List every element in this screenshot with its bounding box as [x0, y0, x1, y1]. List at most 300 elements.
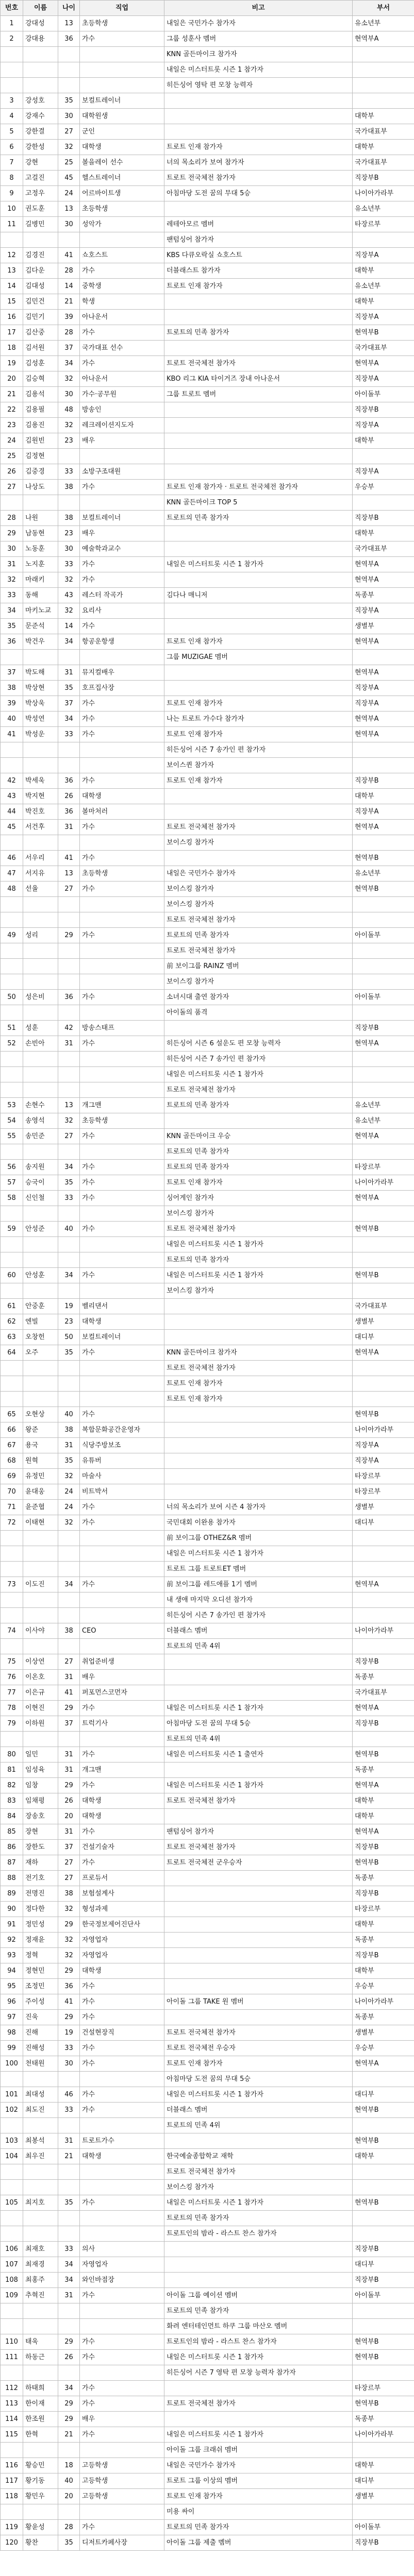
- cell-age: 30: [58, 2056, 80, 2072]
- cell-note: [164, 2412, 353, 2427]
- cell-number: 77: [1, 1685, 23, 1701]
- cell-note: KNN 골든마이크 TOP 5: [164, 495, 353, 511]
- cell-job: 복합문화공간운영자: [80, 1422, 164, 1438]
- cell-department: 아이돌부: [353, 2288, 414, 2303]
- cell-age: [58, 1082, 80, 1098]
- cell-note: [164, 1469, 353, 1484]
- cell-number: [1, 1546, 23, 1562]
- cell-number: 43: [1, 789, 23, 804]
- table-row: [1, 742, 414, 758]
- cell-name: 서우리: [23, 851, 58, 866]
- cell-job: 대학생: [80, 1793, 164, 1809]
- cell-job: 가수: [80, 1191, 164, 1206]
- cell-department: 현역부B: [353, 2195, 414, 2211]
- cell-number: [1, 1531, 23, 1546]
- cell-number: 42: [1, 773, 23, 789]
- cell-age: 27: [58, 1129, 80, 1144]
- cell-job: [80, 1082, 164, 1098]
- cell-age: [58, 1546, 80, 1562]
- cell-department: [353, 1237, 414, 1252]
- cell-name: [23, 1206, 58, 1222]
- cell-name: 진해성: [23, 2041, 58, 2056]
- cell-name: 재하: [23, 1855, 58, 1871]
- cell-note: 아이돌 그룹 예이션 멤버: [164, 2288, 353, 2303]
- cell-job: [80, 1392, 164, 1407]
- cell-number: 113: [1, 2396, 23, 2412]
- cell-name: 최홍주: [23, 2273, 58, 2288]
- cell-note: 트로트 인재 참가자: [164, 279, 353, 294]
- table-row: [1, 1082, 414, 1098]
- cell-note: 트로트인의 밤라 - 라스트 찬스 참가자: [164, 2334, 353, 2350]
- cell-name: 김정현: [23, 449, 58, 464]
- header-row: [1, 1, 414, 16]
- cell-job: [80, 1531, 164, 1546]
- table-row: [1, 495, 414, 511]
- cell-age: 13: [58, 866, 80, 882]
- cell-note: 트로트 인재 참가자: [164, 1175, 353, 1191]
- cell-name: 진욱: [23, 2010, 58, 2025]
- cell-job: [80, 2504, 164, 2520]
- cell-job: 가수: [80, 1979, 164, 1994]
- cell-note: [164, 2381, 353, 2396]
- cell-age: [58, 232, 80, 248]
- cell-job: 가수: [80, 1747, 164, 1762]
- cell-name: 서건후: [23, 820, 58, 835]
- cell-name: 장현: [23, 1824, 58, 1840]
- cell-department: [353, 2072, 414, 2087]
- table-row: [1, 1021, 414, 1036]
- cell-department: 대학부: [353, 2458, 414, 2473]
- cell-job: 개그맨: [80, 1098, 164, 1113]
- cell-note: 내 생애 마지막 오디션 참가자: [164, 1592, 353, 1608]
- table-row: [1, 2273, 414, 2288]
- cell-note: 미용 싸이: [164, 2504, 353, 2520]
- table-row: [1, 1422, 414, 1438]
- cell-note: 보이스킹 참가자: [164, 1283, 353, 1299]
- cell-name: 송민준: [23, 1129, 58, 1144]
- cell-job: [80, 232, 164, 248]
- cell-name: [23, 62, 58, 78]
- cell-note: 내일은 미스터트롯 시즌 1 출연자: [164, 1747, 353, 1762]
- table-row: [1, 1701, 414, 1716]
- cell-job: 트로트가수: [80, 2133, 164, 2149]
- cell-note: 트로트 전국체전 참가자: [164, 2396, 353, 2412]
- cell-note: 내일은 미스터트롯 시즌 1 참가자: [164, 2195, 353, 2211]
- cell-department: 국가대표부: [353, 541, 414, 557]
- cell-name: 박상욱: [23, 696, 58, 711]
- cell-name: 강현: [23, 155, 58, 171]
- cell-number: 62: [1, 1314, 23, 1330]
- cell-number: 4: [1, 109, 23, 124]
- cell-note: 트로트의 민족 참가자: [164, 1160, 353, 1175]
- cell-name: 나상도: [23, 480, 58, 495]
- header-note: 비고: [164, 1, 353, 16]
- cell-age: 29: [58, 1778, 80, 1793]
- cell-department: 현역부B: [353, 2350, 414, 2365]
- cell-age: 34: [58, 711, 80, 727]
- cell-department: 현역부A: [353, 1345, 414, 1361]
- cell-note: [164, 1685, 353, 1701]
- cell-job: 의사: [80, 2242, 164, 2257]
- table-row: [1, 155, 414, 171]
- cell-name: [23, 2226, 58, 2242]
- cell-department: [353, 93, 414, 109]
- cell-age: [58, 758, 80, 773]
- cell-age: [58, 742, 80, 758]
- table-row: [1, 232, 414, 248]
- cell-age: 38: [58, 1623, 80, 1639]
- cell-age: [58, 650, 80, 665]
- cell-department: 타장르부: [353, 1484, 414, 1500]
- cell-job: 가수: [80, 619, 164, 634]
- cell-number: 75: [1, 1654, 23, 1670]
- cell-name: [23, 495, 58, 511]
- cell-age: 34: [58, 634, 80, 650]
- table-row: [1, 263, 414, 279]
- cell-note: 트로트의 민족 4위: [164, 2118, 353, 2133]
- cell-age: [58, 1067, 80, 1082]
- cell-number: 84: [1, 1809, 23, 1824]
- cell-age: [58, 2164, 80, 2180]
- cell-department: 유소년부: [353, 279, 414, 294]
- table-row: [1, 2412, 414, 2427]
- cell-department: 대학부: [353, 1793, 414, 1809]
- cell-number: 108: [1, 2273, 23, 2288]
- cell-age: [58, 835, 80, 851]
- cell-job: [80, 449, 164, 464]
- cell-age: 33: [58, 557, 80, 572]
- cell-department: 직장부B: [353, 1021, 414, 1036]
- table-row: [1, 2180, 414, 2195]
- cell-number: [1, 943, 23, 959]
- table-row: [1, 1515, 414, 1531]
- cell-name: [23, 1639, 58, 1654]
- cell-department: 생별부: [353, 619, 414, 634]
- table-row: [1, 681, 414, 696]
- cell-job: 볼마처러: [80, 804, 164, 820]
- cell-department: 독종부: [353, 588, 414, 603]
- cell-age: [58, 2211, 80, 2226]
- cell-job: 초등학생: [80, 201, 164, 217]
- cell-number: 90: [1, 1902, 23, 1917]
- table-row: [1, 31, 414, 47]
- cell-name: 윤준협: [23, 1500, 58, 1515]
- cell-name: 선율: [23, 882, 58, 897]
- cell-department: 현역부A: [353, 1036, 414, 1052]
- cell-number: 41: [1, 727, 23, 742]
- cell-job: 초등학생: [80, 866, 164, 882]
- cell-department: 나이아가라부: [353, 1994, 414, 2010]
- cell-age: 29: [58, 2412, 80, 2427]
- cell-job: [80, 1144, 164, 1160]
- cell-name: 이사야: [23, 1623, 58, 1639]
- cell-name: [23, 1546, 58, 1562]
- cell-department: 대디부: [353, 1515, 414, 1531]
- cell-department: 타장르부: [353, 2381, 414, 2396]
- cell-note: 트로트의 민족 참가자: [164, 2520, 353, 2535]
- cell-job: 가수: [80, 990, 164, 1005]
- cell-name: 강성호: [23, 93, 58, 109]
- cell-department: 직장부A: [353, 371, 414, 387]
- cell-note: [164, 402, 353, 418]
- cell-department: 직장부B: [353, 511, 414, 526]
- cell-age: [58, 2118, 80, 2133]
- cell-age: 14: [58, 279, 80, 294]
- cell-number: 57: [1, 1175, 23, 1191]
- cell-name: [23, 2211, 58, 2226]
- cell-number: 58: [1, 1191, 23, 1206]
- cell-department: 국가대표부: [353, 124, 414, 140]
- cell-note: 내일은 미스터트롯 시즌 1 참가자: [164, 1778, 353, 1793]
- cell-age: [58, 2072, 80, 2087]
- cell-age: [58, 2303, 80, 2319]
- cell-job: 건설기술자: [80, 1840, 164, 1855]
- cell-name: [23, 1608, 58, 1623]
- cell-number: 55: [1, 1129, 23, 1144]
- cell-department: [353, 1392, 414, 1407]
- cell-age: [58, 2319, 80, 2334]
- cell-department: 직장부A: [353, 603, 414, 619]
- table-row: [1, 1453, 414, 1469]
- cell-note: 트로트 전국체전 참가자: [164, 820, 353, 835]
- table-row: [1, 943, 414, 959]
- table-row: [1, 2350, 414, 2365]
- cell-job: 한국정보제어진단사: [80, 1917, 164, 1933]
- cell-name: 송영석: [23, 1113, 58, 1129]
- cell-department: 대디부: [353, 2473, 414, 2489]
- cell-note: 트로트의 민족 4위: [164, 1639, 353, 1654]
- cell-job: [80, 1361, 164, 1376]
- cell-age: 18: [58, 2458, 80, 2473]
- table-row: [1, 1160, 414, 1175]
- cell-department: 대학부: [353, 526, 414, 541]
- table-row: [1, 1252, 414, 1268]
- cell-number: [1, 742, 23, 758]
- cell-age: 46: [58, 2087, 80, 2103]
- cell-number: [1, 232, 23, 248]
- cell-number: 67: [1, 1438, 23, 1453]
- cell-age: [58, 1592, 80, 1608]
- cell-department: [353, 1361, 414, 1376]
- cell-number: 76: [1, 1670, 23, 1685]
- cell-name: 고정우: [23, 186, 58, 201]
- cell-job: [80, 2303, 164, 2319]
- cell-note: 前 보이그룹 레드애플 1기 멤버: [164, 1577, 353, 1592]
- cell-number: 7: [1, 155, 23, 171]
- cell-name: [23, 232, 58, 248]
- table-row: [1, 171, 414, 186]
- cell-job: [80, 943, 164, 959]
- cell-age: 23: [58, 433, 80, 449]
- cell-department: 독종부: [353, 2412, 414, 2427]
- cell-number: 6: [1, 140, 23, 155]
- cell-note: 트로트의 민족 참가자: [164, 1144, 353, 1160]
- cell-note: 내일은 국민가수 참가자: [164, 16, 353, 31]
- cell-note: [164, 2257, 353, 2273]
- cell-age: 20: [58, 1809, 80, 1824]
- cell-age: 34: [58, 2273, 80, 2288]
- cell-note: 내일은 미스터트롯 시즌 1 참가자: [164, 1237, 353, 1252]
- cell-job: 형성과제: [80, 1902, 164, 1917]
- cell-department: [353, 742, 414, 758]
- cell-name: [23, 1283, 58, 1299]
- cell-job: 가수: [80, 1701, 164, 1716]
- cell-name: 최봉석: [23, 2133, 58, 2149]
- cell-note: [164, 464, 353, 480]
- cell-job: [80, 758, 164, 773]
- cell-department: 생별부: [353, 2489, 414, 2504]
- cell-number: 16: [1, 310, 23, 325]
- cell-note: 내일은 미스터트롯 시즌 1 참가자: [164, 2350, 353, 2365]
- table-row: [1, 603, 414, 619]
- cell-name: 손현수: [23, 1098, 58, 1113]
- cell-note: 트로트 인재 참가자: [164, 1376, 353, 1392]
- table-row: [1, 1314, 414, 1330]
- cell-department: 대학부: [353, 1963, 414, 1979]
- cell-name: 최재경: [23, 2257, 58, 2273]
- cell-name: [23, 1376, 58, 1392]
- table-row: [1, 1623, 414, 1639]
- cell-number: 102: [1, 2103, 23, 2118]
- cell-number: 92: [1, 1933, 23, 1948]
- cell-job: 가수: [80, 727, 164, 742]
- cell-department: 나이아가라부: [353, 1422, 414, 1438]
- cell-age: 38: [58, 511, 80, 526]
- table-row: [1, 2381, 414, 2396]
- cell-number: 18: [1, 341, 23, 356]
- cell-number: [1, 1144, 23, 1160]
- cell-note: 아이돌 그룹 제출 멤버: [164, 2535, 353, 2551]
- cell-job: 가수: [80, 1345, 164, 1361]
- cell-number: [1, 2303, 23, 2319]
- cell-job: [80, 1639, 164, 1654]
- table-row: [1, 2103, 414, 2118]
- table-row: [1, 2396, 414, 2412]
- cell-name: 서지유: [23, 866, 58, 882]
- cell-note: 前 보이그룹 RAINZ 멤버: [164, 959, 353, 974]
- cell-note: [164, 1484, 353, 1500]
- cell-number: 25: [1, 449, 23, 464]
- cell-job: 예술학과교수: [80, 541, 164, 557]
- cell-name: [23, 1144, 58, 1160]
- table-row: [1, 696, 414, 711]
- cell-age: 36: [58, 804, 80, 820]
- cell-job: 가수: [80, 2288, 164, 2303]
- table-row: [1, 1144, 414, 1160]
- cell-department: 직장부B: [353, 2535, 414, 2551]
- table-row: [1, 820, 414, 835]
- cell-age: 32: [58, 1469, 80, 1484]
- cell-number: 105: [1, 2195, 23, 2211]
- cell-department: [353, 2303, 414, 2319]
- cell-name: 박세욱: [23, 773, 58, 789]
- cell-job: 자영업자: [80, 1948, 164, 1963]
- cell-number: 22: [1, 402, 23, 418]
- cell-note: 히든싱어 시즌 6 설운도 편 모창 능력자: [164, 1036, 353, 1052]
- cell-name: 오주: [23, 1345, 58, 1361]
- table-row: [1, 758, 414, 773]
- cell-age: [58, 47, 80, 62]
- cell-age: 31: [58, 2133, 80, 2149]
- cell-job: 가수: [80, 2195, 164, 2211]
- cell-number: [1, 1067, 23, 1082]
- cell-job: 대학생: [80, 2149, 164, 2164]
- cell-job: 프로듀서: [80, 1871, 164, 1886]
- cell-age: 23: [58, 1314, 80, 1330]
- cell-note: 트로트의 민족 4위: [164, 1732, 353, 1747]
- cell-age: 34: [58, 1577, 80, 1592]
- table-row: [1, 1685, 414, 1701]
- cell-number: 54: [1, 1113, 23, 1129]
- cell-job: 호프집사장: [80, 681, 164, 696]
- cell-age: 50: [58, 1330, 80, 1345]
- table-row: [1, 1175, 414, 1191]
- header-dept: 부서: [353, 1, 414, 16]
- cell-number: 73: [1, 1577, 23, 1592]
- cell-name: 김성훈: [23, 356, 58, 371]
- cell-department: 직장부B: [353, 773, 414, 789]
- cell-department: [353, 232, 414, 248]
- cell-job: [80, 974, 164, 990]
- table-row: [1, 1732, 414, 1747]
- cell-number: [1, 650, 23, 665]
- cell-note: 내일은 미스터트롯 시즌 1 참가자: [164, 1268, 353, 1283]
- cell-job: 식당주방보조: [80, 1438, 164, 1453]
- cell-department: 현역부A: [353, 31, 414, 47]
- table-row: [1, 2319, 414, 2334]
- table-row: [1, 1778, 414, 1793]
- cell-job: 가수: [80, 2056, 164, 2072]
- cell-department: 독종부: [353, 1871, 414, 1886]
- cell-job: 자영업자: [80, 1933, 164, 1948]
- cell-note: 트로트 전국체전 참가자: [164, 912, 353, 928]
- cell-name: [23, 2118, 58, 2133]
- cell-department: [353, 650, 414, 665]
- cell-number: [1, 1361, 23, 1376]
- table-row: [1, 201, 414, 217]
- cell-job: 대학생: [80, 140, 164, 155]
- cell-note: [164, 541, 353, 557]
- cell-number: 91: [1, 1917, 23, 1933]
- cell-age: 33: [58, 2242, 80, 2257]
- cell-note: [164, 1314, 353, 1330]
- table-row: [1, 1345, 414, 1361]
- cell-note: 트로트 인재 참가자: [164, 773, 353, 789]
- cell-department: 현역부A: [353, 727, 414, 742]
- cell-department: [353, 758, 414, 773]
- cell-age: 32: [58, 603, 80, 619]
- cell-note: 트로트 인재 참가자: [164, 2056, 353, 2072]
- cell-number: [1, 2319, 23, 2334]
- cell-age: 36: [58, 773, 80, 789]
- cell-job: 배우: [80, 1670, 164, 1685]
- cell-note: 前 보이그룹 OTHEZ&R 멤버: [164, 1531, 353, 1546]
- table-row: [1, 789, 414, 804]
- cell-department: 독종부: [353, 1762, 414, 1778]
- table-row: [1, 62, 414, 78]
- cell-name: [23, 912, 58, 928]
- cell-name: 이상연: [23, 1654, 58, 1670]
- cell-note: 팬텀싱어 참가자: [164, 232, 353, 248]
- cell-number: 80: [1, 1747, 23, 1762]
- cell-department: 국가대표부: [353, 155, 414, 171]
- cell-note: [164, 1963, 353, 1979]
- cell-note: KNN 골든마이크 참가자: [164, 1345, 353, 1361]
- cell-department: [353, 449, 414, 464]
- cell-number: [1, 2226, 23, 2242]
- cell-number: 45: [1, 820, 23, 835]
- cell-name: 강대용: [23, 31, 58, 47]
